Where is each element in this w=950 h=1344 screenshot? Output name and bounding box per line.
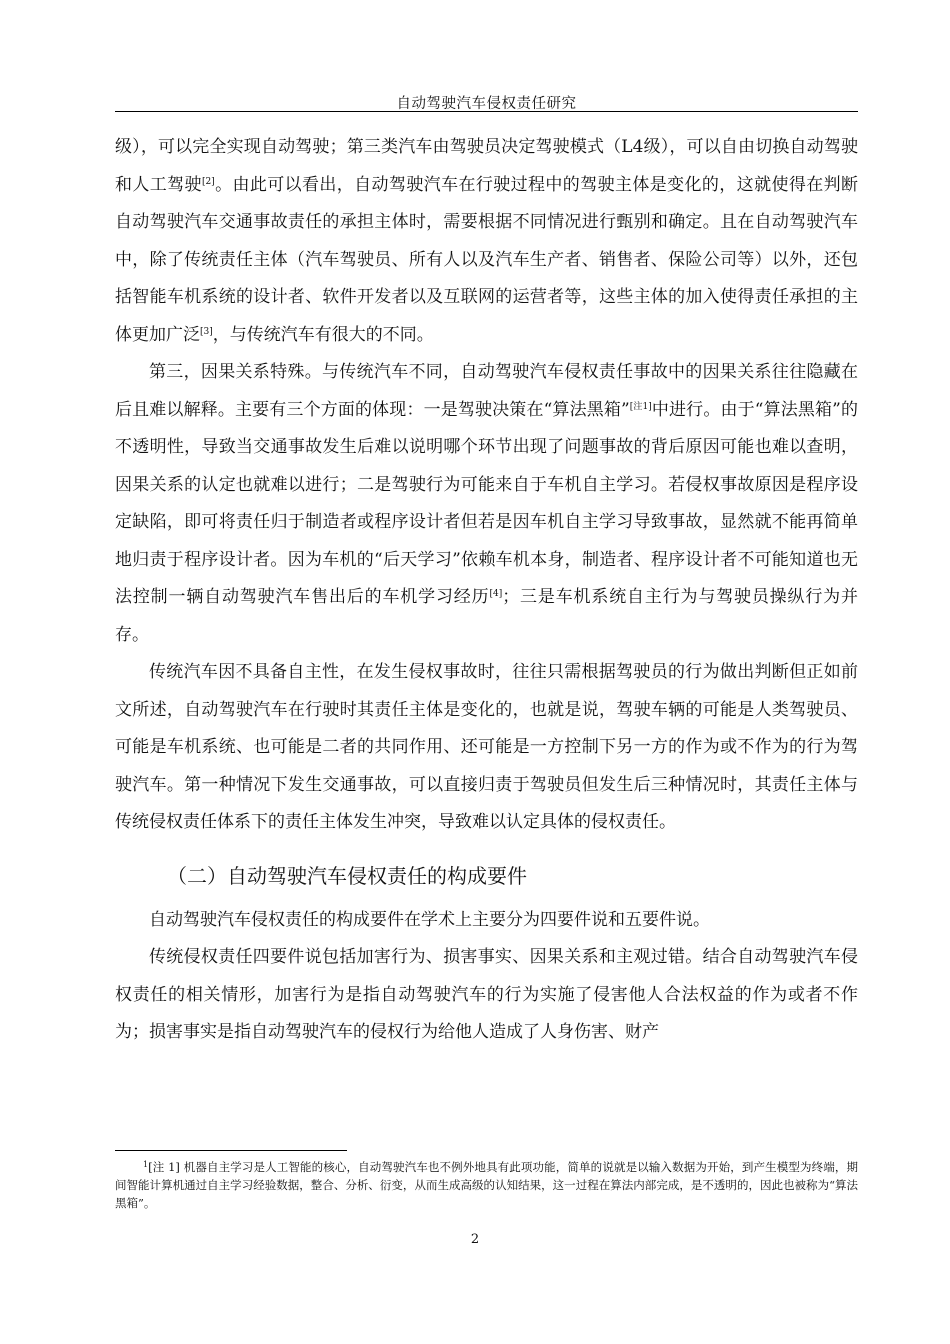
paragraph-2-text-c: ；三是车机系统自主行为与驾驶员操纵行为并存。 <box>115 587 859 645</box>
citation-4: [4] <box>489 589 503 599</box>
paragraph-4: 自动驾驶汽车侵权责任的构成要件在学术上主要分为四要件说和五要件说。 <box>149 909 710 930</box>
section-heading: （二）自动驾驶汽车侵权责任的构成要件 <box>167 863 527 888</box>
footnote-text: [注 1] 机器自主学习是人工智能的核心，自动驾驶汽车也不例外地具有此项功能，简单的说就是以输入数据为开始，到产生模型为终端，期间智能计算机通过自主学习经验数据，整合、分析、衍变，从而生成高级的认知结果，这一过程在算法内部完成，是不透明的，因此也被称为“算法黑箱”。 <box>115 1160 858 1210</box>
paragraph-1 <box>115 129 858 354</box>
page-number: 2 <box>470 1232 480 1247</box>
header-rule <box>115 111 858 112</box>
page-body <box>115 129 858 1052</box>
paragraph-2-text-b: 中进行。由于“算法黑箱”的不透明性，导致当交通事故发生后难以说明哪个环节出现了问题事故的背后原因可能也难以查明，因果关系的认定也就难以进行；二是驾驶行为可能来自于车机自主学习。若侵权事故原因是程序设定缺陷，即可将责任归于制造者或程序设计者但若是因车机自主学习导致事故，显然就不能再简单地归责于程序设计者。因为车机的“后天学习”依赖车机本身，制造者、程序设计者不可能知道也无法控制一辆自动驾驶汽车售出后的车机学习经历 <box>115 399 859 607</box>
paragraph-1-text-c: ，与传统汽车有很大的不同。 <box>212 324 434 345</box>
paragraph-2 <box>115 354 858 654</box>
paragraph-5: 传统侵权责任四要件说包括加害行为、损害事实、因果关系和主观过错。结合自动驾驶汽车侵权责任的相关情形，加害行为是指自动驾驶汽车的行为实施了侵害他人合法权益的作为或者不作为；损害事实是指自动驾驶汽车的侵权行为给他人造成了人身伤害、财产 <box>115 947 858 1042</box>
paragraph-1-text-a: 级），可以完全实现自动驾驶；第三类汽车由驾驶员决定驾驶模式（L4级），可以自由切换自动驾驶和人工驾驶 <box>115 137 858 195</box>
footnote-rule <box>115 1150 347 1151</box>
citation-2: [2] <box>201 176 215 187</box>
citation-3: [3] <box>200 326 213 337</box>
footnote <box>115 1158 858 1212</box>
paragraph-1-text-b: 。由此可以看出，自动驾驶汽车在行驶过程中的驾驶主体是变化的，这就使得在判断自动驾驶汽车交通事故责任的承担主体时，需要根据不同情况进行甄别和确定。且在自动驾驶汽车中，除了传统责任主体（汽车驾驶员、所有人以及汽车生产者、销售者、保险公司等）以外，还包括智能车机系统的设计者、软件开发者以及互联网的运营者等，这些主体的加入使得责任承担的主体更加广泛 <box>115 174 859 345</box>
paragraph-3: 传统汽车因不具备自主性，在发生侵权事故时，往往只需根据驾驶员的行为做出判断但正如前文所述，自动驾驶汽车在行驶时其责任主体是变化的，也就是说，驾驶车辆的可能是人类驾驶员、可能是车机系统、也可能是二者的共同作用、还可能是一方控制下另一方的作为或不作为的行为驾驶汽车。第一种情况下发生交通事故，可以直接归责于驾驶员但发生后三种情况时，其责任主体与传统侵权责任体系下的责任主体发生冲突，导致难以认定具体的侵权责任。 <box>115 662 858 832</box>
note-marker-1: [注1] <box>629 401 652 412</box>
paragraph-2-text-a: 第三，因果关系特殊。与传统汽车不同，自动驾驶汽车侵权责任事故中的因果关系往往隐藏在后且难以解释。主要有三个方面的体现：一是驾驶决策在“算法黑箱” <box>115 362 858 420</box>
running-header: 自动驾驶汽车侵权责任研究 <box>396 96 577 112</box>
footnote-marker: 1 <box>143 1160 149 1169</box>
